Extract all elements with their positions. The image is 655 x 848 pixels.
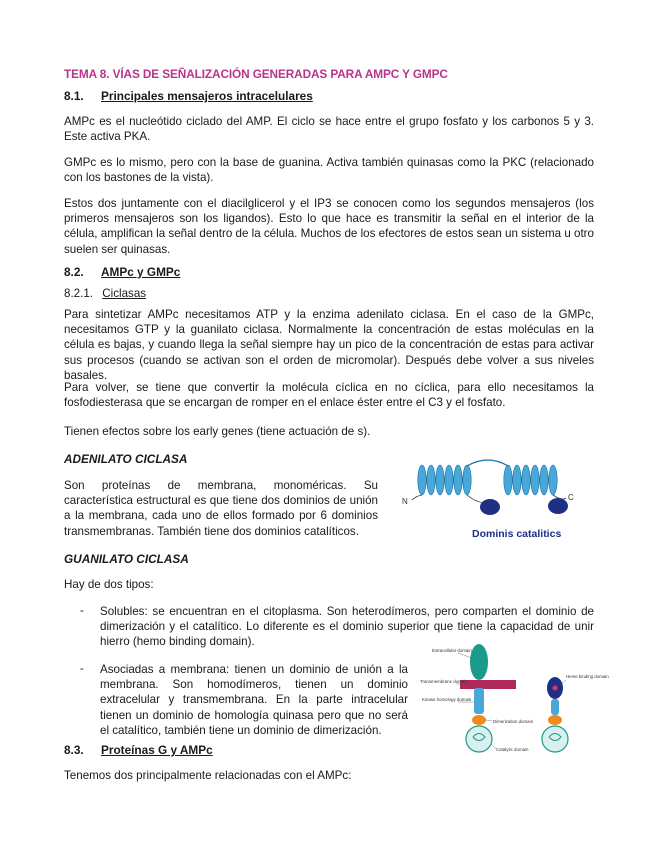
subsection-heading-8-2-1 [64, 287, 146, 300]
catalytic-domain [466, 726, 492, 752]
adenilato-text: Son proteínas de membrana, monoméricas. Su característica estructural es que tiene dos dominios de unión a la membrana, cada uno de ellos formado por 6 dominios transmembranas. También tiene dos dominios catalíticos. [64, 479, 378, 538]
paragraph-gmpc: GMPc es lo mismo, pero con la base de guanina. Activa también quinasas como la PKC (relacionado con los bastones de la vista). [64, 156, 594, 185]
bullet-dash: - [80, 604, 84, 617]
section-heading-8-1 [64, 89, 464, 105]
section-heading-8-2 [64, 265, 464, 281]
section-number: 8.1. [64, 89, 84, 103]
adenilato-heading: ADENILATO CICLASA [64, 452, 188, 466]
paragraph-g-proteins: Tenemos dos principalmente relacionadas con el AMPc: [64, 769, 352, 782]
catalytic-label: Catalytic domain [496, 747, 529, 752]
transmembrane-label: Transmembrane domain [420, 679, 468, 684]
c-terminus-label: C [568, 493, 574, 502]
dimerization-domain [472, 715, 486, 725]
section-title: AMPc y GMPc [101, 265, 181, 279]
kinase-homology-domain [474, 688, 484, 714]
n-terminus-label: N [402, 497, 408, 506]
paragraph-fosfodiesterasa: Para volver, se tiene que convertir la molécula cíclica en no cíclica, para ello necesitamos la fosfodiesterasa que se encargan de romper en el enlace éster entre el C3 y el fosfato. [64, 381, 594, 410]
extracellular-label: Extracellular domain [432, 648, 472, 653]
section-number: 8.3. [64, 743, 84, 757]
section-number: 8.2. [64, 265, 84, 279]
bullet-dash: - [80, 662, 84, 675]
section-title: Proteínas G y AMPc [101, 743, 213, 757]
kinase-label: Kinase homology domain [422, 697, 472, 702]
paragraph-ampc: AMPc es el nucleótido ciclado del AMP. El ciclo se hace entre el grupo fosfato y los carbonos 5 y 3. Este activa PKA. [64, 115, 594, 144]
membrane-band [460, 680, 516, 689]
paragraph-early-genes: Tienen efectos sobre los early genes (tiene actuación de s). [64, 425, 371, 438]
adenylate-cyclase-figure [400, 458, 590, 544]
section-heading-8-3 [64, 743, 464, 759]
dimerization-label: Dimerization domain [493, 719, 534, 724]
membrane-helices [418, 465, 557, 495]
bullet-membrane: Asociadas a membrana: tienen un dominio de unión a la membrana. Son homodímeros, tienen un dominio extracelular y transmembrana. En la parte intracelular tienen un dominio de homología quinasa pero que no será el catalítico, también tiene un dominio de dimerización. [100, 663, 408, 737]
heme-label: Heme binding domain [566, 674, 609, 679]
section-title: Principales mensajeros intracelulares [101, 89, 313, 103]
paragraph-second-messengers: Estos dos juntamente con el diacilglicerol y el IP3 se conocen como los segundos mensajeros (los primeros mensajeros son los ligandos). Esto lo que hace es transmitir la señal en el interior de la célula, amplifican la señal dentro de la célula. Muchos de los efectores de estos sean un sistema u otro suelen ser quinasas. [64, 197, 594, 256]
guanilato-intro: Hay de dos tipos: [64, 578, 154, 591]
subsection-title: Ciclasas [102, 287, 147, 300]
subsection-number: 8.2.1. [64, 287, 94, 300]
paragraph-ciclasas: Para sintetizar AMPc necesitamos ATP y la enzima adenilato ciclasa. En el caso de la GMPc, necesitamos GTP y la guanilato ciclasa. Normalmente la concentración de estas moléculas en la célula es bajas, y cuando llega la señal siempre hay un pico de la concentración de estas para activar sus procesos (cuando se activan son el orden de micromolar). Después debe volver a sus niveles basales. [64, 308, 594, 382]
catalytic-domain-1 [480, 499, 500, 515]
catalytic-domains-caption: Dominis catalitics [472, 528, 562, 540]
page-title: TEMA 8. VÍAS DE SEÑALIZACIÓN GENERADAS PARA AMPC Y GMPC [64, 67, 448, 81]
catalytic-domain-2 [548, 498, 568, 514]
guanilato-heading: GUANILATO CICLASA [64, 552, 189, 566]
extracellular-domain [470, 644, 488, 680]
bullet-soluble: Solubles: se encuentran en el citoplasma. Son heterodímeros, pero comparten el dominio de dimerización y el catalítico. Lo diferente es el dominio superior que tiene la capacidad de unir hierro (hemo binding domain). [100, 605, 594, 649]
